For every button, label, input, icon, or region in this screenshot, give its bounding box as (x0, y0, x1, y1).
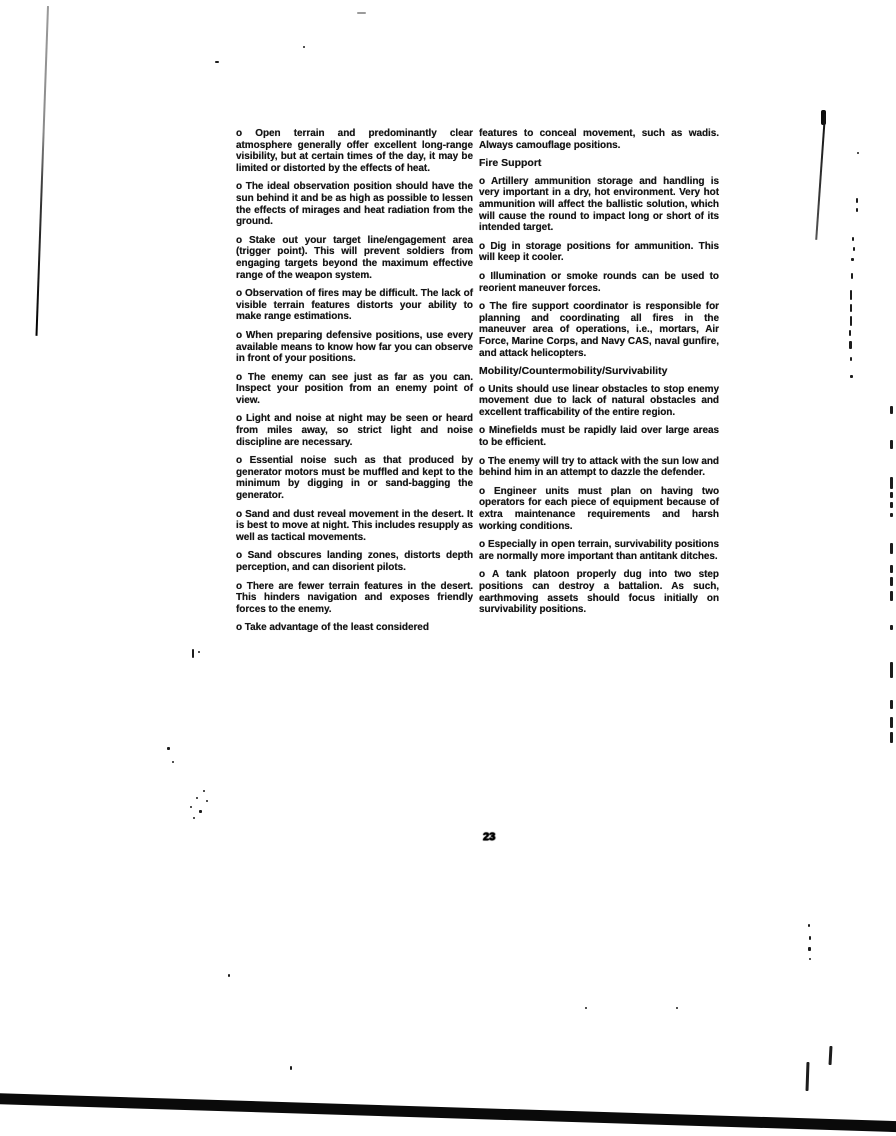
section-heading-fire-support: Fire Support (479, 157, 542, 170)
scan-artifact (172, 761, 174, 763)
scan-artifact (856, 198, 858, 203)
scan-artifact (585, 1007, 587, 1009)
paragraph: o Open terrain and predominantly clear atmosphere generally offer excellent long-range visibility, but at certain times of the day, it may be limited or distorted by the effects of heat. (236, 128, 473, 174)
scan-artifact (206, 800, 208, 802)
scan-artifact (851, 273, 853, 279)
scan-artifact (890, 565, 893, 573)
right-edge-scan-line (815, 114, 826, 240)
scan-artifact (890, 662, 893, 678)
scan-artifact (890, 625, 893, 630)
paragraph: o Sand obscures landing zones, distorts depth perception, and can disorient pilots. (236, 550, 473, 573)
scan-artifact (676, 1007, 678, 1009)
scan-artifact (890, 492, 893, 498)
scan-artifact (193, 817, 195, 819)
scan-artifact (808, 924, 810, 927)
scan-artifact (890, 543, 893, 554)
paragraph: o Sand and dust reveal movement in the desert. It is best to move at night. This includes resupply as well as tactical movements. (236, 508, 473, 543)
paragraph: o Illumination or smoke rounds can be used to reorient maneuver forces. (479, 270, 719, 294)
paragraph: o Units should use linear obstacles to stop enemy movement due to lack of natural obstacles and excellent trafficability of the entire region. (479, 383, 719, 418)
paragraph: o Observation of fires may be difficult. The lack of visible terrain features distorts your ability to make range estimations. (236, 288, 473, 323)
scan-artifact (850, 357, 852, 361)
scan-artifact (849, 330, 851, 336)
scan-artifact (199, 810, 202, 813)
paragraph: o The enemy will try to attack with the sun low and behind him in an attempt to dazzle the defender. (479, 455, 719, 479)
scan-artifact (856, 208, 858, 212)
scan-artifact (192, 649, 194, 658)
scan-artifact (890, 406, 893, 414)
scan-artifact (167, 747, 170, 750)
scan-artifact (290, 1066, 292, 1070)
scan-artifact (808, 947, 811, 951)
scan-artifact (196, 797, 198, 799)
scan-artifact (198, 651, 200, 653)
scan-artifact (809, 936, 811, 940)
page-number: 23 (483, 831, 496, 843)
paragraph: o Light and noise at night may be seen or heard from miles away, so strict light and noise discipline are necessary. (236, 413, 473, 448)
scan-artifact (890, 591, 893, 601)
scan-artifact (857, 152, 859, 154)
paragraph: o Artillery ammunition storage and handling is very important in a dry, hot environment. Very hot ammunition will affect the ballistic solution, which will cause the round to impact long or short of its intended target. (479, 175, 719, 234)
scan-artifact (850, 290, 852, 300)
paragraph: o When preparing defensive positions, use every available means to know how far you can observe in front of your positions. (236, 329, 473, 365)
scan-artifact (805, 1062, 809, 1091)
paragraph: o Dig in storage positions for ammunition. This will keep it cooler. (479, 240, 719, 264)
scan-artifact (849, 341, 852, 349)
paragraph: o Minefields must be rapidly laid over large areas to be efficient. (479, 425, 719, 449)
scan-artifact (853, 247, 855, 251)
left-edge-scan-line (35, 6, 48, 336)
scan-artifact (190, 806, 192, 808)
paragraph: o The ideal observation position should have the sun behind it and be as high as possible to lessen the effects of mirages and heat radiation from the ground. (236, 181, 473, 228)
scan-artifact (850, 304, 852, 312)
bottom-page-edge-bar (0, 1093, 896, 1132)
scan-artifact (203, 790, 205, 792)
scan-artifact (829, 1046, 832, 1065)
paragraph: o The fire support coordinator is responsible for planning and coordinating all fires in the maneuver area of operations, i.e., mortars, Air Force, Marine Corps, and Navy CAS, naval gunfire, and attack helicopters. (479, 301, 719, 359)
paragraph: features to conceal movement, such as wadis. Always camouflage positions. (479, 128, 719, 151)
paragraph: o Take advantage of the least considered (236, 622, 429, 634)
scan-artifact (215, 61, 219, 63)
section-heading-mobility: Mobility/Countermobility/Survivability (479, 365, 668, 378)
left-column (236, 128, 473, 641)
scan-artifact (850, 375, 853, 378)
scan-artifact (357, 12, 366, 14)
scan-artifact (851, 258, 854, 261)
scan-artifact (852, 237, 854, 241)
paragraph: o Especially in open terrain, survivability positions are normally more important than antitank ditches. (479, 539, 719, 562)
scan-artifact (890, 732, 893, 743)
paragraph: o A tank platoon properly dug into two step positions can destroy a battalion. As such, earthmoving assets should focus initially on survivability positions. (479, 569, 719, 616)
scan-artifact (228, 974, 230, 977)
paragraph: o The enemy can see just as far as you can. Inspect your position from an enemy point of view. (236, 371, 473, 406)
scan-artifact (890, 577, 893, 586)
scan-artifact (890, 440, 893, 449)
scan-artifact (890, 477, 893, 489)
paragraph: o Engineer units must plan on having two operators for each piece of equipment because of extra maintenance requirements and harsh working conditions. (479, 485, 719, 532)
scan-artifact (809, 958, 811, 960)
paragraph: o Essential noise such as that produced by generator motors must be muffled and kept to the minimum by digging in or sand-bagging the generator. (236, 455, 473, 502)
scan-artifact (890, 700, 893, 709)
paragraph: o There are fewer terrain features in the desert. This hinders navigation and exposes friendly forces to the enemy. (236, 580, 473, 615)
right-column (479, 128, 719, 623)
scan-artifact (303, 46, 305, 48)
scan-artifact (890, 717, 893, 728)
scan-artifact (890, 513, 893, 517)
scan-artifact (850, 316, 852, 326)
paragraph: o Stake out your target line/engagement area (trigger point). This will prevent soldiers from engaging targets beyond the maximum effective range of the weapon system. (236, 234, 473, 281)
scan-artifact (890, 502, 893, 508)
